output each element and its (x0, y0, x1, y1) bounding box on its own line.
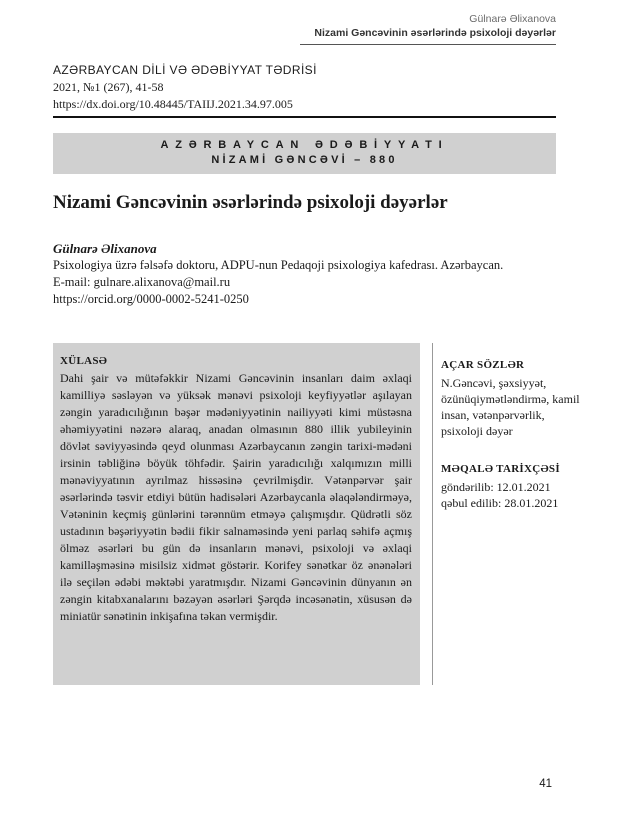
author-affiliation: Psixologiya üzrə fəlsəfə doktoru, ADPU-nun Pedaqoji psixologiya kafedrası. Azərbaycan. (53, 258, 504, 272)
running-head-rule (300, 44, 556, 45)
article-title: Nizami Gəncəvinin əsərlərində psixoloji dəyərlər (53, 192, 448, 213)
history-block (441, 461, 581, 511)
history-accepted: qəbul edilib: 28.01.2021 (441, 496, 559, 510)
keywords-text: N.Gəncəvi, şəxsiyyət, özünüqiymətləndirmə, kamil insan, vətənpərvərlik, psixoloji dəyər (441, 376, 580, 438)
section-banner (53, 133, 556, 174)
journal-rule (53, 116, 556, 118)
running-head-title: Nizami Gəncəvinin əsərlərində psixoloji dəyərlər (314, 27, 556, 39)
journal-info (53, 62, 556, 113)
history-submitted: göndərilib: 12.01.2021 (441, 480, 551, 494)
author-email[interactable]: E-mail: gulnare.alixanova@mail.ru (53, 275, 231, 289)
section-line-2: NİZAMİ GƏNCƏVİ – 880 (211, 154, 398, 166)
section-line-1: AZƏRBAYCAN ƏDƏBİYYATI (160, 139, 449, 151)
column-divider (432, 343, 433, 685)
journal-name: AZƏRBAYCAN DİLİ VƏ ƏDƏBİYYAT TƏDRİSİ (53, 63, 317, 77)
article-sidebar (441, 357, 581, 511)
journal-doi[interactable]: https://dx.doi.org/10.48445/TAIIJ.2021.34.97.005 (53, 97, 293, 111)
running-head-author: Gülnarə Əlixanova (469, 13, 556, 25)
page-number: 41 (539, 778, 552, 790)
keywords-heading: AÇAR SÖZLƏR (441, 359, 525, 371)
author-block (53, 240, 556, 308)
abstract-text: Dahi şair və mütəfəkkir Nizami Gəncəvinin insanları daim əxlaqi kamilliyə səsləyən və yüksək mənəvi psixoloji keyfiyyətlər aşılayan zəngin yaradıcılığının bəşər mədəniyyətinin nailiyyəti kimi müstəsna əhəmiyyətini nəzərə alaraq, anadan olmasının 880 illik yubileyinin dövlət səviyyəsində qeyd olunması Azərbaycanın zəngin tarixi-mədəni irsinin təbliğinə böyük töhfədir. Şairin yaradıcılığı xalqımızın milli mənəviyyatının ayrılmaz hissəsinə çevrilmişdir. Vətənpərvər şair əsərlərində təsvir etdiyi bütün hadisələri Azərbaycanla əlaqələndirməyə, Vətəninin keçmiş günlərini tərənnüm etməyə çalışmışdır. Qüdrətli söz ustadının bəşəriyyətin bədii fikir salnaməsində yeni parlaq səhifə açmış ölməz əsərləri bu gün də insanların mənəvi, psixoloji və əxlaqi kamilləşməsinə misilsiz xidmət göstərir. Korifey sənətkar öz ənənələri ilə seçilən ədəbi məktəbi yaratmışdır. Nizami Gəncəvinin dünyanın ən zəngin kitabxanalarını bəzəyən əsərləri Şərqdə incəsənətin, xüsusən də miniatür sənətinin inkişafına təkan vermişdir. (60, 371, 412, 623)
abstract-box (53, 343, 420, 685)
history-heading: MƏQALƏ TARİXÇƏSİ (441, 463, 560, 475)
abstract-heading: XÜLASƏ (60, 355, 108, 367)
author-name: Gülnarə Əlixanova (53, 241, 157, 256)
journal-issue: 2021, №1 (267), 41-58 (53, 80, 164, 94)
author-orcid[interactable]: https://orcid.org/0000-0002-5241-0250 (53, 292, 249, 306)
running-head (314, 12, 556, 40)
